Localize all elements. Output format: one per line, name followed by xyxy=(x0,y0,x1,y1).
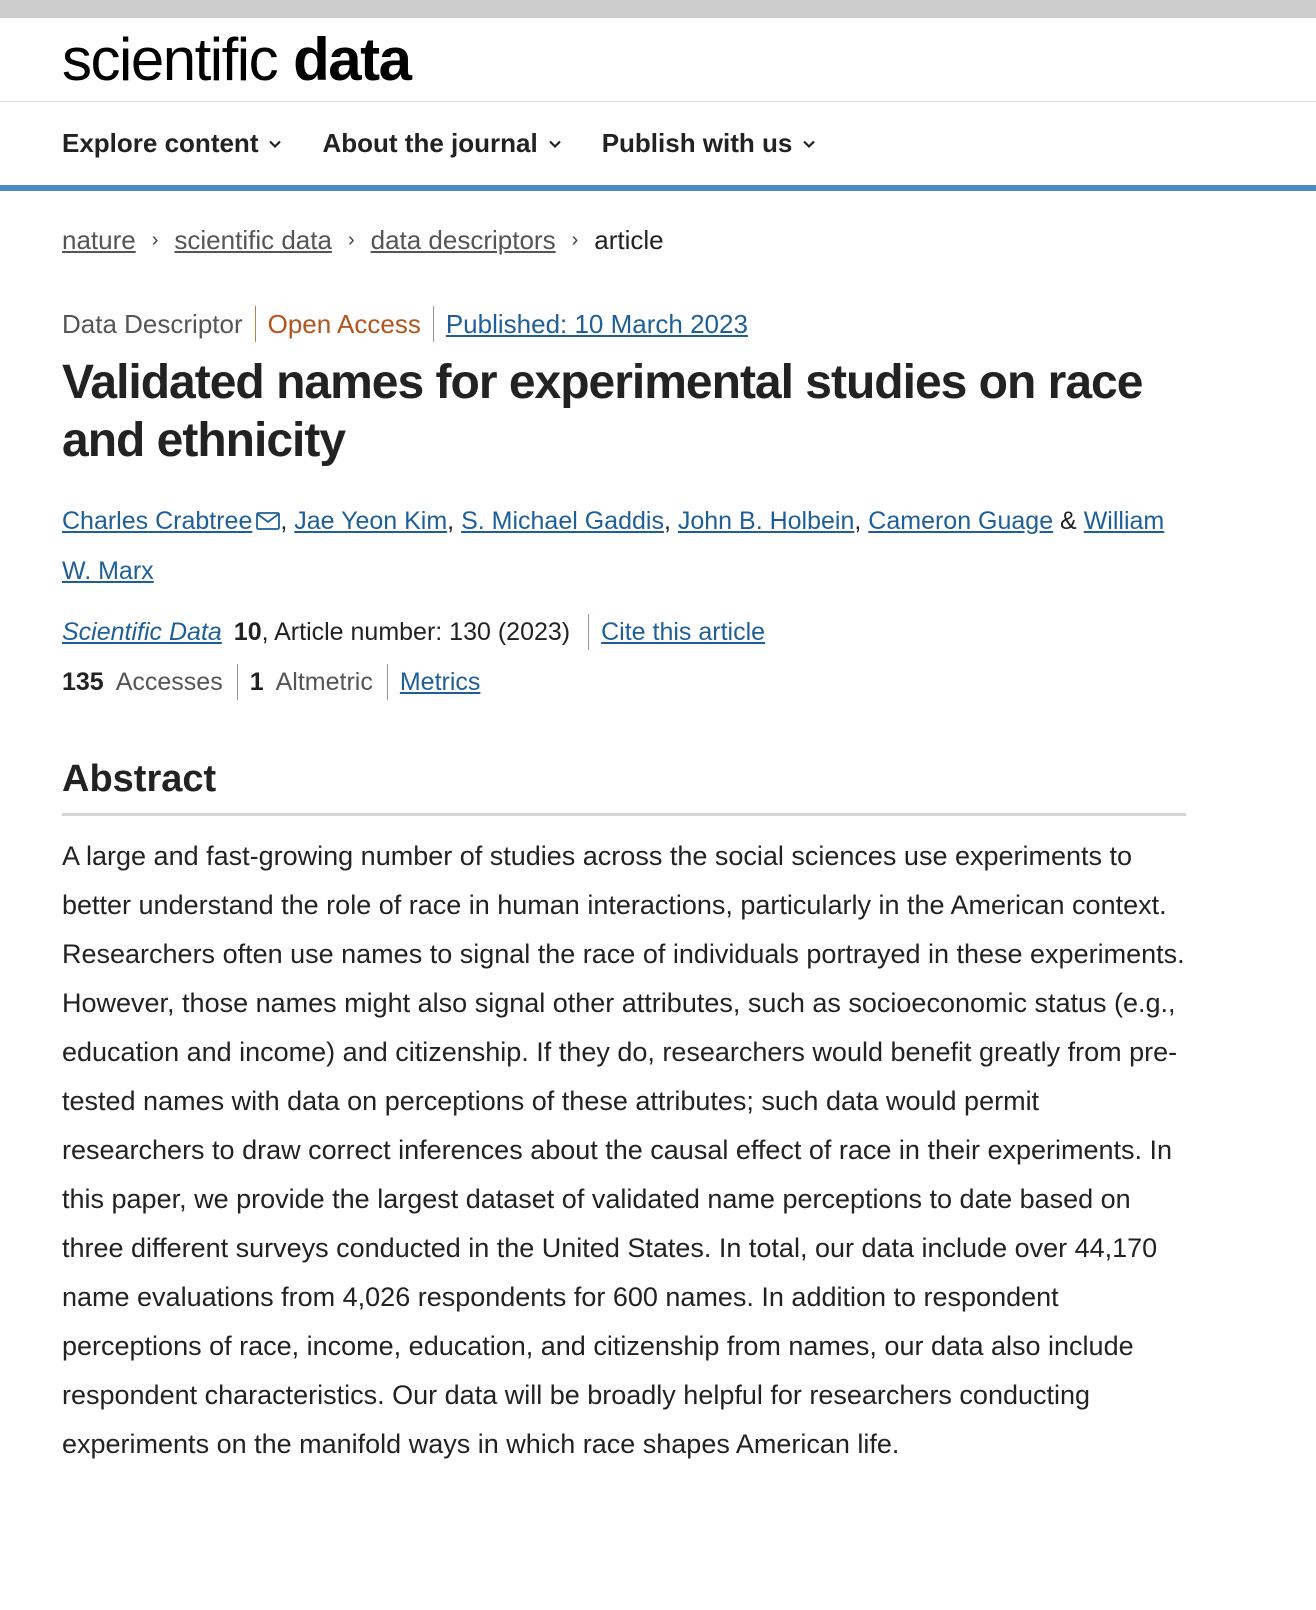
open-access-label: Open Access xyxy=(267,308,421,339)
divider xyxy=(588,614,589,650)
altmetric-label: Altmetric xyxy=(275,667,373,696)
cite-this-article-link[interactable]: Cite this article xyxy=(601,617,766,646)
author-list xyxy=(62,496,1192,596)
masthead xyxy=(0,18,1316,102)
chevron-right-icon: › xyxy=(571,228,579,251)
author-separator: & xyxy=(1053,507,1084,535)
author-separator: , xyxy=(854,507,869,535)
accesses-label: Accesses xyxy=(115,667,223,696)
nav-item-label: About the journal xyxy=(322,128,538,158)
main-nav xyxy=(0,102,1316,191)
author-link[interactable]: S. Michael Gaddis xyxy=(461,507,664,535)
chevron-down-icon xyxy=(548,137,562,151)
author-link[interactable]: Jae Yeon Kim xyxy=(294,507,448,535)
nav-item-label: Explore content xyxy=(62,128,259,158)
browser-top-bar xyxy=(0,0,1316,18)
nav-about-journal[interactable] xyxy=(322,128,561,159)
site-logo[interactable] xyxy=(62,25,411,93)
breadcrumb-current: article xyxy=(594,224,664,255)
article-title: Validated names for experimental studies on race and ethnicity xyxy=(62,356,1143,467)
breadcrumb-link-scientific-data[interactable]: scientific data xyxy=(174,224,332,255)
breadcrumb-link-nature[interactable]: nature xyxy=(62,224,136,255)
author-link[interactable]: Charles Crabtree xyxy=(62,507,253,535)
article-number: , Article number: 130 (2023) xyxy=(261,617,571,646)
chevron-right-icon: › xyxy=(347,228,355,251)
nav-item-label: Publish with us xyxy=(601,128,793,158)
abstract-heading: Abstract xyxy=(62,758,1186,816)
metrics-link[interactable]: Metrics xyxy=(399,667,481,696)
logo-text-bold: data xyxy=(293,25,411,93)
chevron-right-icon: › xyxy=(151,228,159,251)
divider xyxy=(237,664,238,700)
article-type: Data Descriptor xyxy=(62,308,243,339)
author-link[interactable]: William W. Marx xyxy=(62,507,1165,585)
volume-number: 10 xyxy=(233,617,262,646)
abstract-text: A large and fast-growing number of studies across the social sciences use experiments to better understand the role of race in human interactions, particularly in the American context. Researchers often use names to signal the race of individuals portrayed in these experiments. However, those names might also signal other attributes, such as socioeconomic status (e.g., education and income) and citizenship. If they do, researchers would benefit greatly from pre-tested names with data on perceptions of these attributes; such data would permit researchers to draw correct inferences about the causal effect of race in their experiments. In this paper, we provide the largest dataset of validated name perceptions to date based on three different surveys conducted in the United States. In total, our data include over 44,170 name evaluations from 4,026 respondents for 600 names. In addition to respondent perceptions of race, income, education, and citizenship from names, our data also include respondent characteristics. Our data will be broadly helpful for researchers conducting experiments on the manifold ways in which race shapes American life. xyxy=(62,841,1185,1459)
nav-publish-with-us[interactable] xyxy=(602,128,817,159)
main-content xyxy=(0,220,1252,1469)
breadcrumb-link-data-descriptors[interactable]: data descriptors xyxy=(370,224,556,255)
nav-explore-content[interactable] xyxy=(62,128,282,159)
article-meta xyxy=(62,304,1252,344)
divider xyxy=(387,664,388,700)
chevron-down-icon xyxy=(268,137,282,151)
chevron-down-icon xyxy=(802,137,816,151)
breadcrumb xyxy=(62,220,1252,260)
author-separator: , xyxy=(447,507,462,535)
author-link[interactable]: John B. Holbein xyxy=(677,507,855,535)
published-date-link[interactable]: Published: 10 March 2023 xyxy=(445,308,748,339)
metrics-row xyxy=(62,662,1252,702)
logo-text-light: scientific xyxy=(62,25,278,93)
author-link[interactable]: Cameron Guage xyxy=(868,507,1054,535)
divider xyxy=(433,306,434,342)
altmetric-count: 1 xyxy=(249,667,264,696)
accesses-count: 135 xyxy=(62,667,104,696)
email-icon[interactable] xyxy=(256,512,280,530)
divider xyxy=(255,306,256,342)
citation-row xyxy=(62,612,1252,652)
journal-link[interactable]: Scientific Data xyxy=(62,617,222,646)
author-separator: , xyxy=(280,507,295,535)
author-separator: , xyxy=(663,507,678,535)
